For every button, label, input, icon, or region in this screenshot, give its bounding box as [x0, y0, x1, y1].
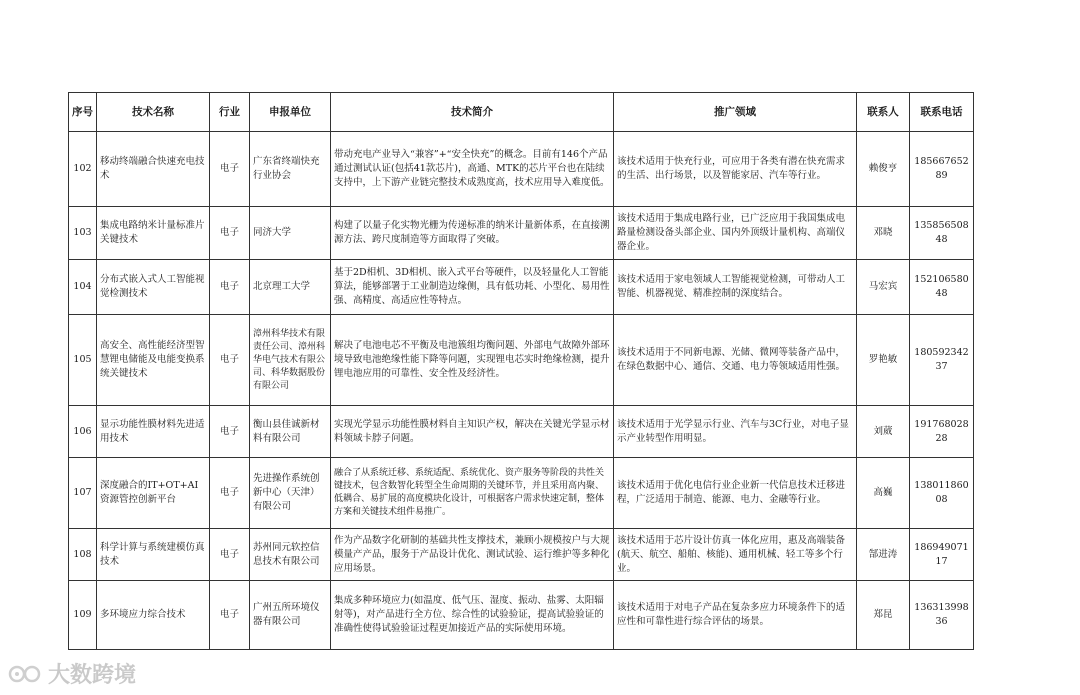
cell-intro: 作为产品数字化研制的基础共性支撑技术，兼顾小规模按户与大规模量产产品，服务于产品设计优化、测试试验、运行维护等多种化应用场景。 [331, 529, 614, 581]
cell-name: 移动终端融合快速充电技术 [97, 132, 210, 207]
cell-phone: 13585650848 [910, 207, 974, 260]
cell-intro: 融合了从系统迁移、系统适配、系统优化、资产服务等阶段的共性关键技术，包含数智化转型全生命周期的关键环节，并且采用高内聚、低耦合、易扩展的高度模块化设计，可根据客户需求快速定制，整体方案和关键技术组件易推广。 [331, 458, 614, 529]
cell-contact: 赖俊亨 [857, 132, 910, 207]
cell-field: 该技术适用于不同新电源、光储、微网等装备产品中，在绿色数据中心、通信、交通、电力等领域适用性强。 [614, 315, 857, 406]
cell-contact: 高巍 [857, 458, 910, 529]
cell-contact: 马宏宾 [857, 260, 910, 315]
cell-name: 集成电路纳米计量标准片关键技术 [97, 207, 210, 260]
watermark-logo-icon [8, 662, 42, 686]
cell-industry: 电子 [210, 406, 250, 458]
cell-intro: 构建了以量子化实物光栅为传递标准的纳米计量新体系，在直接溯源方法、跨尺度制造等方面取得了突破。 [331, 207, 614, 260]
cell-field: 该技术适用于光学显示行业、汽车与3C行业，对电子显示产业转型作用明显。 [614, 406, 857, 458]
cell-field: 该技术适用于家电领域人工智能视觉检测，可带动人工智能、机器视觉、精准控制的深度结合。 [614, 260, 857, 315]
table-row [69, 458, 974, 529]
cell-unit: 漳州科华技术有限责任公司、漳州科华电气技术有限公司、科华数据股份有限公司 [250, 315, 331, 406]
cell-name: 分布式嵌入式人工智能视觉检测技术 [97, 260, 210, 315]
cell-phone: 13631399836 [910, 581, 974, 650]
cell-intro: 基于2D相机、3D相机、嵌入式平台等硬件，以及轻量化人工智能算法，能够部署于工业制造边缘侧，具有低功耗、小型化、易用性强、高精度、高适应性等特点。 [331, 260, 614, 315]
table-row [69, 529, 974, 581]
header-intro: 技术简介 [331, 93, 614, 132]
cell-name: 科学计算与系统建模仿真技术 [97, 529, 210, 581]
table-row [69, 207, 974, 260]
cell-contact: 刘葳 [857, 406, 910, 458]
cell-field: 该技术适用于对电子产品在复杂多应力环境条件下的适应性和可靠性进行综合评估的场景。 [614, 581, 857, 650]
cell-no: 108 [69, 529, 97, 581]
header-name: 技术名称 [97, 93, 210, 132]
cell-contact: 郜进涛 [857, 529, 910, 581]
cell-unit: 衡山县佳诚新材料有限公司 [250, 406, 331, 458]
header-field: 推广领域 [614, 93, 857, 132]
technology-table [68, 92, 974, 650]
cell-phone: 15210658048 [910, 260, 974, 315]
cell-field: 该技术适用于快充行业，可应用于各类有潜在快充需求的生活、出行场景，以及智能家居、汽车等行业。 [614, 132, 857, 207]
cell-no: 103 [69, 207, 97, 260]
cell-contact: 邓晓 [857, 207, 910, 260]
cell-unit: 广州五所环境仪器有限公司 [250, 581, 331, 650]
cell-intro: 带动充电产业导入“兼容”+“安全快充”的概念。目前有146个产品通过测试认证(包括41款芯片)，高通、MTK的芯片平台也在陆续支持中，上下游产业链完整技术成熟度高，技术应用导入难度低。 [331, 132, 614, 207]
header-contact: 联系人 [857, 93, 910, 132]
cell-phone: 18566765289 [910, 132, 974, 207]
cell-unit: 苏州同元软控信息技术有限公司 [250, 529, 331, 581]
header-no: 序号 [69, 93, 97, 132]
cell-intro: 集成多种环境应力(如温度、低气压、湿度、振动、盐雾、太阳辐射等)，对产品进行全方位、综合性的试验验证，提高试验验证的准确性使得试验验证过程更加接近产品的实际使用环境。 [331, 581, 614, 650]
cell-industry: 电子 [210, 132, 250, 207]
cell-unit: 广东省终端快充行业协会 [250, 132, 331, 207]
watermark-text: 大数跨境 [48, 663, 137, 688]
cell-unit: 北京理工大学 [250, 260, 331, 315]
cell-industry: 电子 [210, 581, 250, 650]
table-row [69, 581, 974, 650]
cell-no: 104 [69, 260, 97, 315]
watermark [8, 658, 136, 689]
cell-field: 该技术适用于优化电信行业企业新一代信息技术迁移进程，广泛适用于制造、能源、电力、金融等行业。 [614, 458, 857, 529]
cell-field: 该技术适用于芯片设计仿真一体化应用，惠及高端装备(航天、航空、船舶、核能)、通用机械、轻工等多个行业。 [614, 529, 857, 581]
cell-no: 102 [69, 132, 97, 207]
cell-industry: 电子 [210, 260, 250, 315]
cell-phone: 19176802828 [910, 406, 974, 458]
cell-field: 该技术适用于集成电路行业，已广泛应用于我国集成电路量检测设备头部企业、国内外顶级计量机构、高端仪器企业。 [614, 207, 857, 260]
cell-industry: 电子 [210, 207, 250, 260]
cell-no: 105 [69, 315, 97, 406]
cell-phone: 13801186008 [910, 458, 974, 529]
cell-no: 109 [69, 581, 97, 650]
header-industry: 行业 [210, 93, 250, 132]
cell-name: 显示功能性膜材料先进适用技术 [97, 406, 210, 458]
cell-industry: 电子 [210, 458, 250, 529]
table-header-row [69, 93, 974, 132]
cell-intro: 实现光学显示功能性膜材料自主知识产权，解决在关键光学显示材料领域卡脖子问题。 [331, 406, 614, 458]
cell-unit: 同济大学 [250, 207, 331, 260]
cell-contact: 罗艳敏 [857, 315, 910, 406]
cell-phone: 18694907117 [910, 529, 974, 581]
cell-name: 多环境应力综合技术 [97, 581, 210, 650]
cell-intro: 解决了电池电芯不平衡及电池簇组均衡问题、外部电气故障外部环境导致电池绝缘性能下降等问题，实现锂电芯实时绝缘检测，提升锂电池应用的可靠性、安全性及经济性。 [331, 315, 614, 406]
cell-phone: 18059234237 [910, 315, 974, 406]
header-unit: 申报单位 [250, 93, 331, 132]
table-row [69, 260, 974, 315]
table-row [69, 315, 974, 406]
cell-industry: 电子 [210, 529, 250, 581]
cell-unit: 先进操作系统创新中心（天津）有限公司 [250, 458, 331, 529]
table-row [69, 406, 974, 458]
table-row [69, 132, 974, 207]
cell-no: 106 [69, 406, 97, 458]
cell-industry: 电子 [210, 315, 250, 406]
header-phone: 联系电话 [910, 93, 974, 132]
cell-contact: 郑昆 [857, 581, 910, 650]
cell-no: 107 [69, 458, 97, 529]
cell-name: 高安全、高性能经济型智慧锂电储能及电能变换系统关键技术 [97, 315, 210, 406]
cell-name: 深度融合的IT+OT+AI资源管控创新平台 [97, 458, 210, 529]
